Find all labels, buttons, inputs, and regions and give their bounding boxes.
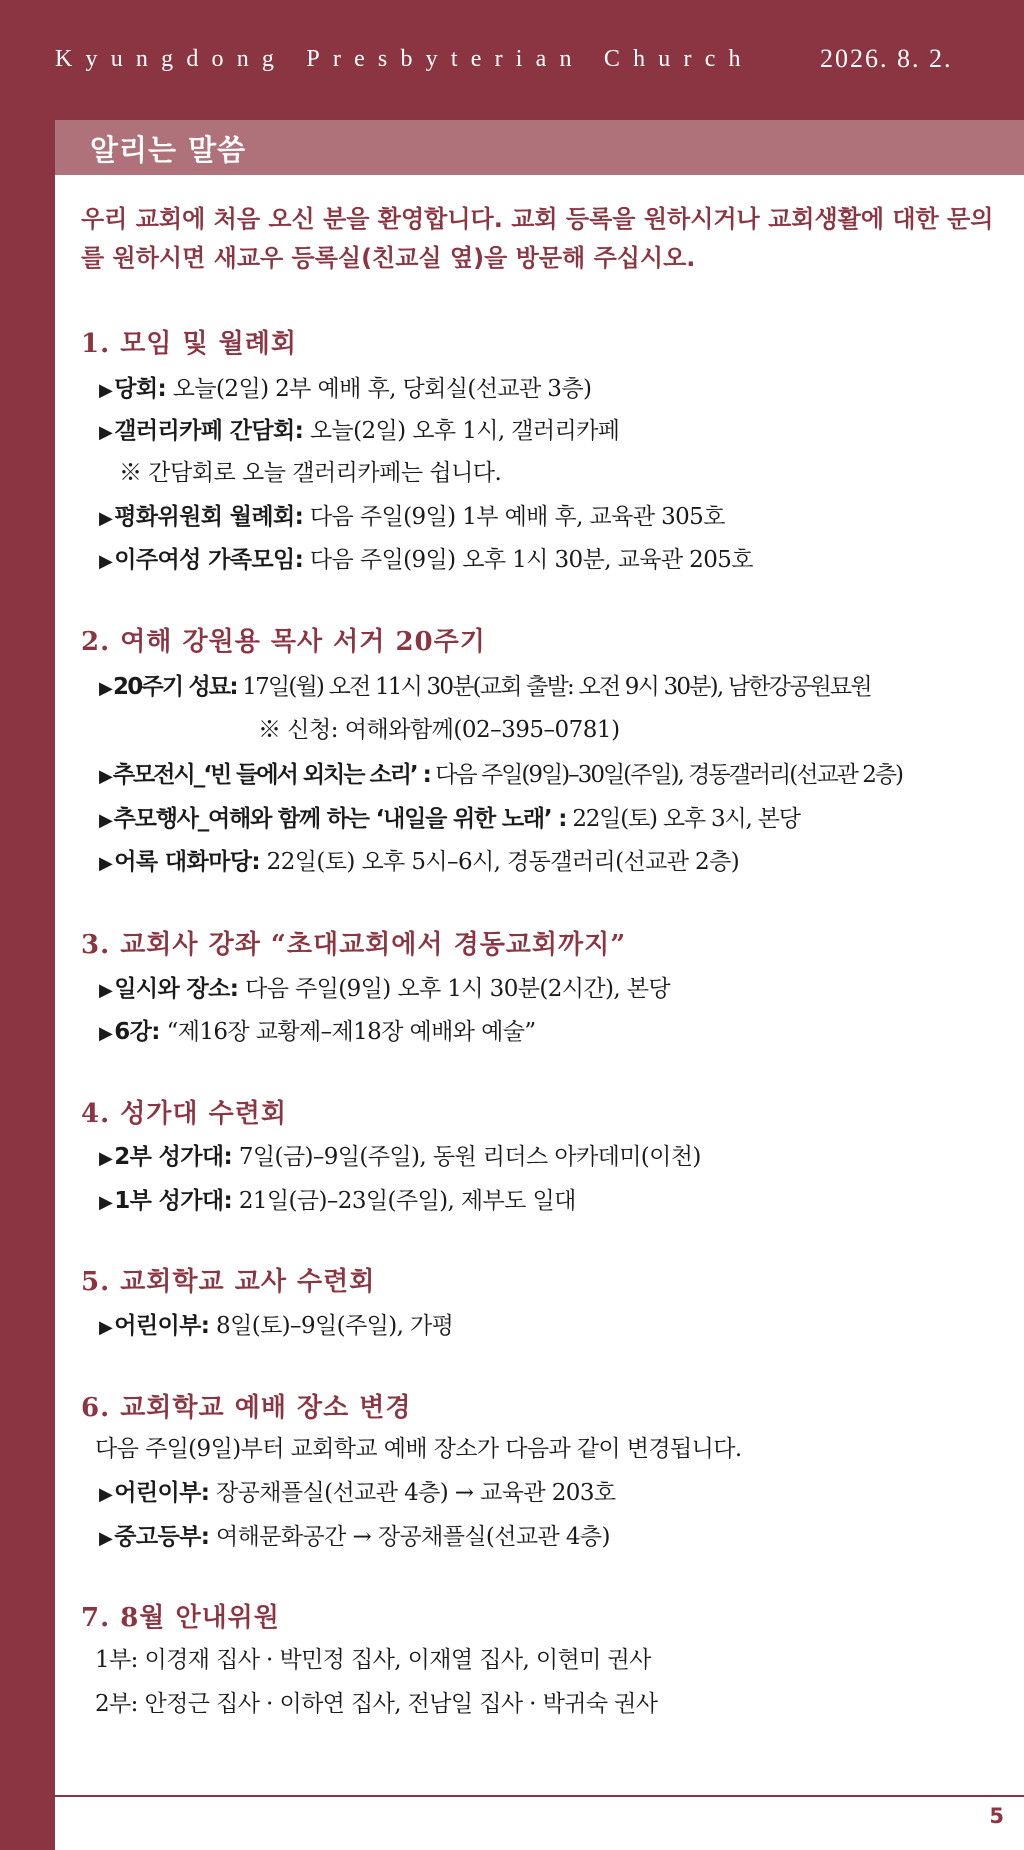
bulletin-date: 2026. 8. 2.: [820, 44, 953, 73]
section-title-7: 7. 8월 안내위원: [81, 1603, 280, 1633]
section-title-2: 2. 여해 강원용 목사 서거 20주기: [81, 627, 486, 657]
bullet-arrow-icon: ▶: [99, 1484, 113, 1505]
list-item: ▶어록 대화마당: 22일(토) 오후 5시–6시, 경동갤러리(선교관 2층): [99, 849, 740, 875]
usher-list-line: 1부: 이경재 집사 · 박민정 집사, 이재열 집사, 이현미 권사: [95, 1647, 651, 1673]
announcements: [55, 120, 1024, 1850]
list-item: ▶갤러리카페 간담회: 오늘(2일) 오후 1시, 갤러리카페: [99, 418, 620, 444]
usher-list-line: 2부: 안정근 집사 · 이하연 집사, 전남일 집사 · 박귀숙 권사: [95, 1691, 658, 1717]
footer-divider: [55, 1795, 1024, 1797]
note: ※ 신청: 여해와함께(02–395–0781): [258, 717, 620, 743]
top-bar: [0, 0, 1024, 120]
bullet-arrow-icon: ▶: [99, 380, 113, 401]
bullet-arrow-icon: ▶: [99, 980, 113, 1001]
list-item: ▶일시와 장소: 다음 주일(9일) 오후 1시 30분(2시간), 본당: [99, 976, 671, 1002]
list-item: ▶6강: “제16장 교황제–제18장 예배와 예술”: [99, 1019, 536, 1045]
bullet-arrow-icon: ▶: [99, 853, 113, 874]
list-item: ▶중고등부: 여해문화공간 → 장공채플실(선교관 4층): [99, 1524, 610, 1550]
section-title-4: 4. 성가대 수련회: [81, 1099, 287, 1129]
section-title-5: 5. 교회학교 교사 수련회: [81, 1267, 376, 1297]
note: ※ 간담회로 오늘 갤러리카페는 쉽니다.: [119, 460, 502, 486]
section-intro: 다음 주일(9일)부터 교회학교 예배 장소가 다음과 같이 변경됩니다.: [95, 1436, 742, 1462]
bullet-arrow-icon: ▶: [99, 1023, 113, 1044]
list-item: ▶당회: 오늘(2일) 2부 예배 후, 당회실(선교관 3층): [99, 376, 592, 402]
bullet-arrow-icon: ▶: [99, 422, 113, 443]
bullet-arrow-icon: ▶: [99, 1528, 113, 1549]
bullet-arrow-icon: ▶: [99, 1192, 113, 1213]
section-title-6: 6. 교회학교 예배 장소 변경: [81, 1393, 412, 1423]
list-item: ▶어린이부: 장공채플실(선교관 4층) → 교육관 203호: [99, 1480, 616, 1506]
bullet-arrow-icon: ▶: [99, 1317, 113, 1338]
bullet-arrow-icon: ▶: [99, 810, 112, 831]
welcome-message: 우리 교회에 처음 오신 분을 환영합니다. 교회 등록을 원하시거나 교회생활에 대한 문의를 원하시면 새교우 등록실(친교실 옆)을 방문해 주십시오.: [81, 205, 994, 272]
section-title-1: 1. 모임 및 월례회: [81, 329, 297, 359]
list-item: ▶이주여성 가족모임: 다음 주일(9일) 오후 1시 30분, 교육관 205호: [99, 547, 753, 573]
page-number: 5: [989, 1804, 1004, 1828]
bullet-arrow-icon: ▶: [99, 678, 112, 699]
bullet-arrow-icon: ▶: [99, 551, 113, 572]
list-item: ▶1부 성가대: 21일(금)–23일(주일), 제부도 일대: [99, 1188, 576, 1214]
church-name: Kyungdong Presbyterian Church: [55, 46, 754, 72]
section-title-3: 3. 교회사 강좌 “초대교회에서 경동교회까지”: [81, 930, 627, 960]
content-panel: [55, 120, 1024, 1850]
bullet-arrow-icon: ▶: [99, 766, 111, 787]
list-item: ▶추모전시_‘빈 들에서 외치는 소리’ : 다음 주일(9일)–30일(주일), 경동갤러리(선교관 2층): [99, 762, 903, 788]
page-title: 알리는 말씀: [90, 133, 247, 167]
list-item: ▶평화위원회 월례회: 다음 주일(9일) 1부 예배 후, 교육관 305호: [99, 504, 725, 530]
list-item: ▶20주기 성묘: 17일(월) 오전 11시 30분(교회 출발: 오전 9시 30분), 남한강공원묘원: [99, 674, 871, 700]
list-item: ▶추모행사_여해와 함께 하는 ‘내일을 위한 노래’ : 22일(토) 오후 3시, 본당: [99, 806, 800, 832]
list-item: ▶2부 성가대: 7일(금)–9일(주일), 동원 리더스 아카데미(이천): [99, 1144, 701, 1170]
list-item: ▶어린이부: 8일(토)–9일(주일), 가평: [99, 1313, 454, 1339]
bullet-arrow-icon: ▶: [99, 508, 113, 529]
bullet-arrow-icon: ▶: [99, 1148, 113, 1169]
